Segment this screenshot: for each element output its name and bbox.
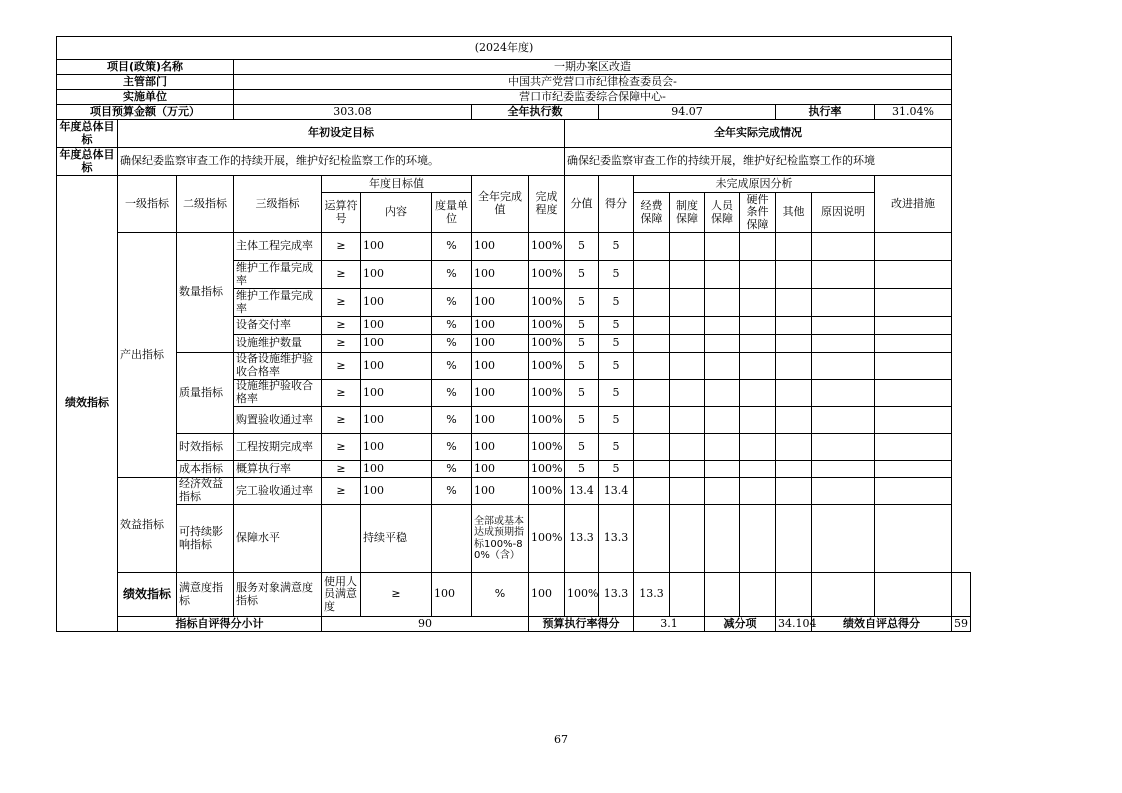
degree: 100%	[565, 573, 599, 617]
table-row	[57, 505, 971, 573]
operator	[322, 505, 361, 573]
level2-header: 二级指标	[177, 176, 234, 233]
reason-analysis-header: 未完成原因分析	[634, 176, 875, 193]
degree: 100%	[529, 380, 565, 407]
score: 13.4	[599, 478, 634, 505]
degree: 100%	[529, 407, 565, 434]
subtotal-value: 90	[322, 617, 529, 632]
indicator-name: 维护工作量完成率	[234, 289, 322, 317]
degree: 100%	[529, 353, 565, 380]
degree: 100%	[529, 505, 565, 573]
indicator-name: 主体工程完成率	[234, 233, 322, 261]
implementing-unit-label: 实施单位	[57, 90, 234, 105]
deduction-label: 减分项	[705, 617, 776, 632]
reason-other-header: 其他	[776, 193, 812, 233]
operator: ≥	[322, 353, 361, 380]
operator: ≥	[322, 461, 361, 478]
operator: ≥	[322, 380, 361, 407]
unit: %	[432, 353, 472, 380]
annual-value: 100	[472, 261, 529, 289]
operator: ≥	[361, 573, 432, 617]
score-weight: 5	[565, 461, 599, 478]
score-header: 得分	[599, 176, 634, 233]
score-weight: 13.3	[599, 573, 634, 617]
target-content: 100	[361, 434, 432, 461]
score: 5	[599, 434, 634, 461]
degree: 100%	[529, 233, 565, 261]
indicator-name: 概算执行率	[234, 461, 322, 478]
actual-completion-text: 确保纪委监察审查工作的持续开展，维护好纪检监察工作的环境	[565, 148, 952, 176]
reason-explanation-header: 原因说明	[812, 193, 875, 233]
table-row	[57, 353, 971, 380]
score: 5	[599, 233, 634, 261]
year-title: (2024年度)	[57, 37, 952, 60]
group-quality: 质量指标	[177, 353, 234, 434]
content-header: 内容	[361, 193, 432, 233]
score: 5	[599, 461, 634, 478]
score: 5	[599, 407, 634, 434]
operator: ≥	[322, 289, 361, 317]
target-content: 持续平稳	[361, 505, 432, 573]
page-number: 67	[554, 733, 568, 746]
actual-completion-header: 全年实际完成情况	[565, 120, 952, 148]
target-content: 100	[361, 380, 432, 407]
reason-funding-header: 经费保障	[634, 193, 670, 233]
project-name-value: 一期办案区改造	[234, 60, 952, 75]
unit: %	[432, 289, 472, 317]
reason-hardware-header: 硬件条件保障	[740, 193, 776, 233]
level3-header: 三级指标	[234, 176, 322, 233]
indicator-name: 设施维护验收合格率	[234, 380, 322, 407]
annual-value: 100	[472, 233, 529, 261]
annual-value: 100	[529, 573, 565, 617]
target-content: 100	[361, 407, 432, 434]
budget-amount-label: 项目预算金额（万元）	[57, 105, 234, 120]
target-content: 100	[361, 289, 432, 317]
degree: 100%	[529, 461, 565, 478]
score-weight: 5	[565, 335, 599, 353]
target-content: 100	[361, 478, 432, 505]
reason-system-header: 制度保障	[670, 193, 705, 233]
performance-indicator-label-2: 绩效指标	[118, 573, 177, 617]
annual-execution-value: 94.07	[599, 105, 776, 120]
department-label: 主管部门	[57, 75, 234, 90]
degree: 100%	[529, 289, 565, 317]
indicator-name: 购置验收通过率	[234, 407, 322, 434]
execution-rate-label: 执行率	[776, 105, 875, 120]
score-weight: 5	[565, 380, 599, 407]
table-row	[57, 434, 971, 461]
annual-value: 100	[472, 461, 529, 478]
table-row	[57, 573, 971, 617]
unit: %	[432, 407, 472, 434]
operator: ≥	[322, 261, 361, 289]
annual-value: 100	[472, 478, 529, 505]
target-content: 100	[361, 233, 432, 261]
initial-goal-text: 确保纪委监察审查工作的持续开展，维护好纪检监察工作的环境。	[118, 148, 565, 176]
degree: 100%	[529, 434, 565, 461]
operator: ≥	[322, 317, 361, 335]
subtotal-label: 指标自评得分小计	[118, 617, 322, 632]
goal-label-2: 年度总体目标	[57, 148, 118, 176]
target-content: 100	[361, 353, 432, 380]
score-weight: 5	[565, 261, 599, 289]
score: 13.3	[599, 505, 634, 573]
group-benefit: 效益指标	[118, 478, 177, 573]
score-weight: 13.4	[565, 478, 599, 505]
target-content: 100	[361, 461, 432, 478]
table-row	[57, 478, 971, 505]
group-sustain: 可持续影响指标	[177, 505, 234, 573]
target-content: 100	[361, 335, 432, 353]
annual-value: 100	[472, 289, 529, 317]
initial-goal-header: 年初设定目标	[118, 120, 565, 148]
budget-score-label: 预算执行率得分	[529, 617, 634, 632]
total-score-label: 绩效自评总得分	[812, 617, 952, 632]
indicator-name: 保障水平	[234, 505, 322, 573]
operator: ≥	[322, 233, 361, 261]
unit	[432, 505, 472, 573]
operator: ≥	[322, 407, 361, 434]
indicator-name: 设施维护数量	[234, 335, 322, 353]
score-weight-header: 分值	[565, 176, 599, 233]
annual-value: 100	[472, 407, 529, 434]
completion-degree-header: 完成程度	[529, 176, 565, 233]
reason-staff-header: 人员保障	[705, 193, 740, 233]
target-content: 100	[361, 261, 432, 289]
annual-value: 100	[472, 434, 529, 461]
indicator-name: 设备交付率	[234, 317, 322, 335]
improvement-header: 改进措施	[875, 176, 952, 233]
group-cost: 成本指标	[177, 461, 234, 478]
score-weight: 5	[565, 233, 599, 261]
group-service: 服务对象满意度指标	[234, 573, 322, 617]
execution-rate-value: 31.04%	[875, 105, 952, 120]
table-row	[57, 233, 971, 261]
score: 5	[599, 380, 634, 407]
score-weight: 5	[565, 407, 599, 434]
group-satisfaction: 满意度指标	[177, 573, 234, 617]
score: 5	[599, 261, 634, 289]
unit-header: 度量单位	[432, 193, 472, 233]
annual-value: 100	[472, 335, 529, 353]
operator: ≥	[322, 335, 361, 353]
unit: %	[432, 233, 472, 261]
budget-score-value: 3.1	[634, 617, 705, 632]
target-content: 100	[361, 317, 432, 335]
total-score-value: 59	[952, 617, 971, 632]
degree: 100%	[529, 478, 565, 505]
degree: 100%	[529, 317, 565, 335]
unit: %	[472, 573, 529, 617]
score: 5	[599, 289, 634, 317]
operator: ≥	[322, 434, 361, 461]
department-value: 中国共产党营口市纪律检查委员会-	[234, 75, 952, 90]
unit: %	[432, 317, 472, 335]
score: 13.3	[634, 573, 670, 617]
annual-value: 100	[472, 353, 529, 380]
unit: %	[432, 335, 472, 353]
score-weight: 5	[565, 317, 599, 335]
implementing-unit-value: 营口市纪委监委综合保障中心-	[234, 90, 952, 105]
goal-label: 年度总体目标	[57, 120, 118, 148]
score: 5	[599, 317, 634, 335]
annual-completion-header: 全年完成值	[472, 176, 529, 233]
unit: %	[432, 478, 472, 505]
indicator-name: 完工验收通过率	[234, 478, 322, 505]
group-quantity: 数量指标	[177, 233, 234, 353]
annual-value: 全部或基本达成预期指标100%-80%（含）	[472, 505, 529, 573]
indicator-name: 使用人员满意度	[322, 573, 361, 617]
score-weight: 5	[565, 289, 599, 317]
indicator-name: 工程按期完成率	[234, 434, 322, 461]
score-weight: 5	[565, 434, 599, 461]
deduction-value: 34.104	[776, 617, 812, 632]
performance-indicator-label: 绩效指标	[57, 176, 118, 632]
target-content: 100	[432, 573, 472, 617]
summary-row	[57, 617, 971, 632]
degree: 100%	[529, 261, 565, 289]
unit: %	[432, 261, 472, 289]
score-weight: 13.3	[565, 505, 599, 573]
performance-evaluation-table	[56, 36, 971, 632]
budget-amount-value: 303.08	[234, 105, 472, 120]
score: 5	[599, 335, 634, 353]
indicator-name: 设备设施维护验收合格率	[234, 353, 322, 380]
annual-value: 100	[472, 317, 529, 335]
annual-value: 100	[472, 380, 529, 407]
group-output: 产出指标	[118, 233, 177, 478]
group-timeliness: 时效指标	[177, 434, 234, 461]
target-value-header: 年度目标值	[322, 176, 472, 193]
table-row	[57, 461, 971, 478]
unit: %	[432, 461, 472, 478]
score: 5	[599, 353, 634, 380]
unit: %	[432, 380, 472, 407]
score-weight: 5	[565, 353, 599, 380]
level1-header: 一级指标	[118, 176, 177, 233]
operator: ≥	[322, 478, 361, 505]
project-name-label: 项目(政策)名称	[57, 60, 234, 75]
operator-header: 运算符号	[322, 193, 361, 233]
group-economic: 经济效益指标	[177, 478, 234, 505]
degree: 100%	[529, 335, 565, 353]
annual-execution-label: 全年执行数	[472, 105, 599, 120]
indicator-name: 维护工作量完成率	[234, 261, 322, 289]
unit: %	[432, 434, 472, 461]
